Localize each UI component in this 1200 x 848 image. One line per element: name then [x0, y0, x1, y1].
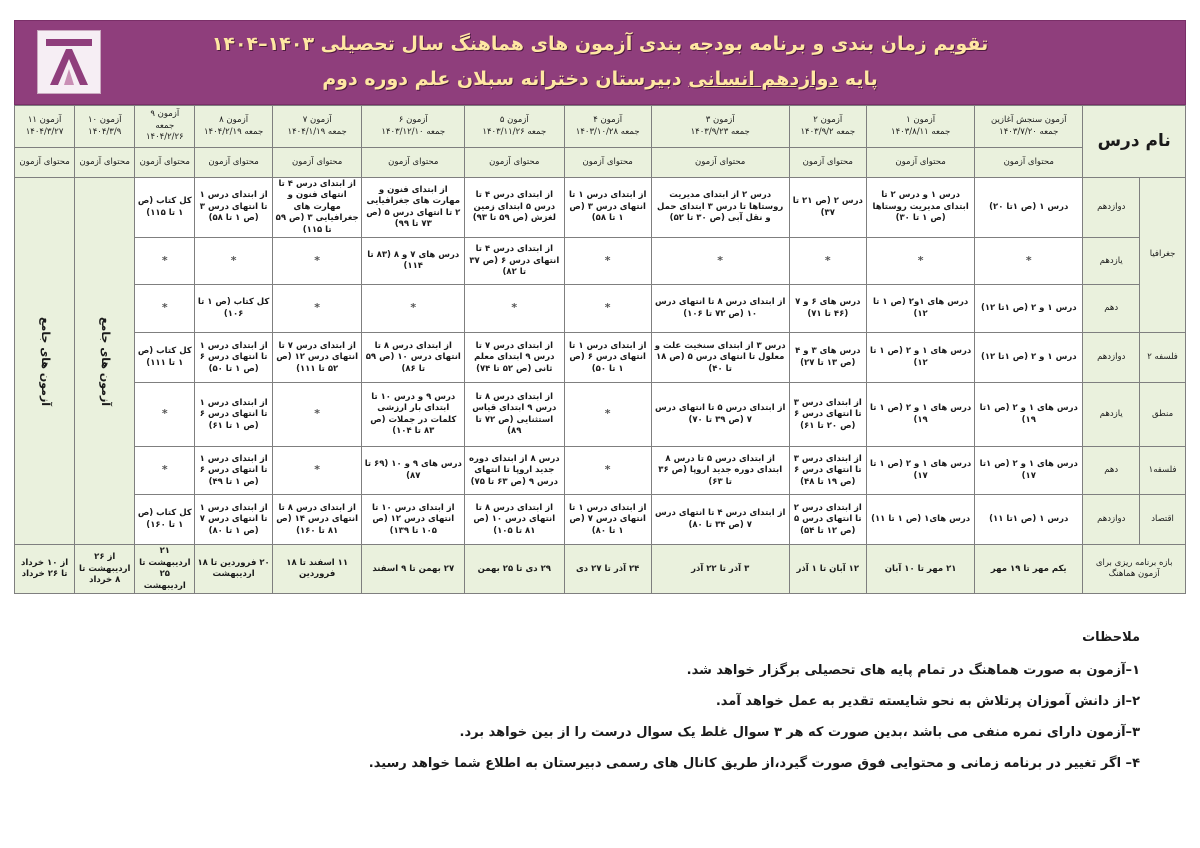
table-row — [15, 447, 1186, 495]
table-cell: از ابتدای درس ۷ تا درس ۹ ابتدای معلم ثانی (ص ۵۲ تا ۷۴) — [465, 333, 564, 383]
table-cell: از ابتدای درس ۲ تا انتهای درس ۵ (ص ۱۲ تا ۵۴) — [789, 495, 867, 545]
period-cell: از ۱۰ خرداد تا ۲۶ خرداد — [15, 545, 75, 594]
content-header: محتوای آزمون — [362, 148, 465, 178]
content-header: محتوای آزمون — [135, 148, 195, 178]
table-cell: درس ۱ (ص ۱تا ۱۱) — [975, 495, 1083, 545]
table-cell: از ابتدای فنون و مهارت های جغرافیایی ۲ تا انتهای درس ۵ (ص ۷۳ تا ۹۹) — [362, 178, 465, 238]
table-cell: * — [651, 238, 789, 285]
table-cell: * — [272, 238, 362, 285]
period-cell: از ۲۶ اردیبهشت تا ۸ خرداد — [75, 545, 135, 594]
table-cell: از ابتدای درس ۸ تا انتهای درس ۱۰ (ص ۸۱ تا ۱۰۵) — [465, 495, 564, 545]
note-item: ۴– اگر تغییر در برنامه زمانی و محتوایی فوق صورت گیرد،از طریق کانال های رسمی دبیرستان به اطلاع شما خواهد رسید. — [368, 756, 1140, 771]
table-cell: * — [272, 285, 362, 333]
grade-label: دهم — [1083, 447, 1140, 495]
grade-label: یازدهم — [1083, 383, 1140, 447]
exam-header: آزمون ۱ جمعه ۱۴۰۳/۸/۱۱ — [867, 106, 975, 148]
note-item: ۱–آزمون به صورت هماهنگ در تمام پایه های تحصیلی برگزار خواهد شد. — [686, 663, 1140, 678]
exam-header: آزمون ۵ جمعه ۱۴۰۳/۱۱/۲۶ — [465, 106, 564, 148]
notes-title: ملاحظات — [1082, 630, 1140, 645]
period-cell: ۲۹ دی تا ۲۵ بهمن — [465, 545, 564, 594]
table-cell: درس های ۹ و ۱۰ (۶۹ تا ۸۷) — [362, 447, 465, 495]
content-header-row — [15, 148, 1186, 178]
table-cell: * — [362, 285, 465, 333]
period-row — [15, 545, 1186, 594]
school-logo — [37, 30, 101, 94]
table-cell: از ابتدای درس ۸ تا انتهای درس ۱۰ (ص ۵۹ تا ۸۶) — [362, 333, 465, 383]
subject-philosophy1: فلسفه۱ — [1140, 447, 1186, 495]
table-cell: درس ۲ از ابتدای مدیریت روستاها تا درس ۳ ابتدای حمل و نقل آبی (ص ۳۰ تا ۵۲) — [651, 178, 789, 238]
exam-header: آزمون ۳ جمعه ۱۴۰۳/۹/۲۳ — [651, 106, 789, 148]
table-cell: درس ۹ و درس ۱۰ تا ابتدای بار ارزشی کلمات در جملات (ص ۸۳ تا ۱۰۴) — [362, 383, 465, 447]
table-cell: درس های ۱ و ۲ (ص ۱تا ۱۹) — [975, 383, 1083, 447]
table-cell: از ابتدای درس ۴ تا انتهای فنون و مهارت های جغرافیایی ۳ (ص ۵۹ تا ۱۱۵) — [272, 178, 362, 238]
table-cell: از ابتدای درس ۷ تا انتهای درس ۱۲ (ص ۵۲ تا ۱۱۱) — [272, 333, 362, 383]
table-cell: درس ۱ (ص ۱تا ۲۰) — [975, 178, 1083, 238]
grade-label: یازدهم — [1083, 238, 1140, 285]
note-item: ۲–از دانش آموزان پرتلاش به نحو شایسته تقدیر به عمل خواهد آمد. — [715, 694, 1140, 709]
table-cell: از ابتدای درس ۱ تا انتهای درس ۶ (ص ۱ تا ۶۱) — [195, 383, 273, 447]
content-header: محتوای آزمون — [75, 148, 135, 178]
table-cell: درس های ۱ و ۲ (ص ۱ تا ۱۲) — [867, 333, 975, 383]
grade-label: دوازدهم — [1083, 333, 1140, 383]
table-cell: * — [975, 238, 1083, 285]
table-cell: از ابتدای درس ۱ تا انتهای درس ۶ (ص ۱ تا ۵۰) — [564, 333, 651, 383]
table-cell: درس های ۶ و ۷ (۴۶ تا ۷۱) — [789, 285, 867, 333]
table-row — [15, 495, 1186, 545]
table-cell: از ابتدای درس ۵ تا انتهای درس ۷ (ص ۳۹ تا ۷۰) — [651, 383, 789, 447]
table-row — [15, 238, 1186, 285]
notes-section — [60, 630, 1140, 787]
table-cell: درس های۱ (ص ۱ تا ۱۱) — [867, 495, 975, 545]
header-title: تقویم زمان بندی و برنامه بودجه بندی آزمون های هماهنگ سال تحصیلی ۱۴۰۳–۱۴۰۴ — [211, 33, 989, 55]
table-cell: کل کتاب (ص ۱ تا ۱۰۶) — [195, 285, 273, 333]
exam-header: آزمون سنجش آغازین جمعه ۱۴۰۳/۷/۲۰ — [975, 106, 1083, 148]
exam-header: آزمون ۱۰ ۱۴۰۴/۳/۹ — [75, 106, 135, 148]
subject-logic: منطق — [1140, 383, 1186, 447]
table-cell: از ابتدای درس ۴ تا انتهای درس ۷ (ص ۳۴ تا ۸۰) — [651, 495, 789, 545]
header-banner — [14, 20, 1186, 105]
content-header: محتوای آزمون — [789, 148, 867, 178]
exam-header: آزمون ۷ جمعه ۱۴۰۴/۱/۱۹ — [272, 106, 362, 148]
table-cell: از ابتدای درس ۸ تا انتهای درس ۱۰ (ص ۷۲ تا ۱۰۶) — [651, 285, 789, 333]
table-cell: از ابتدای درس ۱ تا انتهای درس ۳ (ص ۱ تا ۵۸) — [195, 178, 273, 238]
table-cell: از ابتدای درس ۳ تا انتهای درس ۶ (ص ۲۰ تا ۶۱) — [789, 383, 867, 447]
exam-header-row — [15, 106, 1186, 148]
content-header: محتوای آزمون — [651, 148, 789, 178]
table-cell: درس ۱ و درس ۲ تا ابتدای مدیریت روستاها (ص ۱ تا ۳۰) — [867, 178, 975, 238]
table-cell: * — [789, 238, 867, 285]
table-cell: * — [867, 238, 975, 285]
table-cell: درس های ۷ و ۸ (۸۳ تا ۱۱۴) — [362, 238, 465, 285]
exam-header: آزمون ۱۱ ۱۴۰۴/۳/۲۷ — [15, 106, 75, 148]
table-cell: * — [272, 383, 362, 447]
content-header: محتوای آزمون — [564, 148, 651, 178]
content-header: محتوای آزمون — [975, 148, 1083, 178]
table-cell: از ابتدای درس ۳ تا انتهای درس ۶ (ص ۱۹ تا ۴۸) — [789, 447, 867, 495]
table-cell: درس ۱ و ۲ (ص ۱تا ۱۲) — [975, 285, 1083, 333]
table-cell: درس های ۱ و ۲ (ص ۱تا ۱۷) — [975, 447, 1083, 495]
table-cell: درس های ۳ و ۴ (ص ۱۳ تا ۲۷) — [789, 333, 867, 383]
table-cell: * — [272, 447, 362, 495]
exam-header: آزمون ۶ جمعه ۱۴۰۳/۱۲/۱۰ — [362, 106, 465, 148]
table-cell: درس ۲ (ص ۲۱ تا ۳۷) — [789, 178, 867, 238]
table-cell: کل کتاب (ص ۱ تا ۱۱۱) — [135, 333, 195, 383]
table-cell: از ابتدای درس ۱۰ تا انتهای درس ۱۲ (ص ۱۰۵ تا ۱۳۹) — [362, 495, 465, 545]
table-cell: درس ۱ و ۲ (ص ۱تا ۱۲) — [975, 333, 1083, 383]
table-cell: کل کتاب (ص ۱ تا ۱۶۰) — [135, 495, 195, 545]
header-subtitle: پایه دوازدهم انسانی دبیرستان دخترانه سبلان علم دوره دوم — [322, 68, 878, 90]
table-cell: از ابتدای درس ۱ تا انتهای درس ۷ (ص ۱ تا ۸۰) — [564, 495, 651, 545]
table-cell: * — [135, 383, 195, 447]
table-cell: * — [564, 447, 651, 495]
period-cell: ۲۱ اردیبهشت تا ۲۵ اردیبهشت — [135, 545, 195, 594]
table-cell: * — [564, 383, 651, 447]
subject-geography: جغرافیا — [1140, 178, 1186, 333]
table-cell: درس های ۱ و ۲ (ص ۱ تا ۱۹) — [867, 383, 975, 447]
table-cell: * — [564, 285, 651, 333]
grade-label: دوازدهم — [1083, 495, 1140, 545]
subject-philosophy2: فلسفه ۲ — [1140, 333, 1186, 383]
table-row — [15, 178, 1186, 238]
table-cell: درس ۸ از ابتدای دوره جدید اروپا تا انتهای درس ۹ (ص ۶۳ تا ۷۵) — [465, 447, 564, 495]
table-row — [15, 383, 1186, 447]
table-cell: از ابتدای درس ۸ تا درس ۹ ابتدای قیاس استثنایی (ص ۷۲ تا ۸۹) — [465, 383, 564, 447]
table-cell: درس های ۱و۲ (ص ۱ تا ۱۲) — [867, 285, 975, 333]
table-cell: از ابتدای درس ۴ تا درس ۵ ابتدای زمین لغزش (ص ۵۹ تا ۹۳) — [465, 178, 564, 238]
table-cell: از ابتدای درس ۱ تا انتهای درس ۳ (ص ۱ تا ۵۸) — [564, 178, 651, 238]
period-cell: ۳ آذر تا ۲۲ آذر — [651, 545, 789, 594]
period-cell: یکم مهر تا ۱۹ مهر — [975, 545, 1083, 594]
grade-label: دوازدهم — [1083, 178, 1140, 238]
table-row — [15, 333, 1186, 383]
period-cell: ۲۱ مهر تا ۱۰ آبان — [867, 545, 975, 594]
table-cell: از ابتدای درس ۱ تا انتهای درس ۶ (ص ۱ تا ۵۰) — [195, 333, 273, 383]
period-cell: ۱۲ آبان تا ۱ آذر — [789, 545, 867, 594]
exam-header: آزمون ۴ جمعه ۱۴۰۳/۱۰/۲۸ — [564, 106, 651, 148]
table-cell: درس های ۱ و ۲ (ص ۱ تا ۱۷) — [867, 447, 975, 495]
content-header: محتوای آزمون — [15, 148, 75, 178]
exam-header: آزمون ۲ جمعه ۱۴۰۳/۹/۲ — [789, 106, 867, 148]
comprehensive-exam-label: آزمون های جامع — [15, 178, 75, 545]
period-cell: ۱۱ اسفند تا ۱۸ فروردین — [272, 545, 362, 594]
period-cell: ۲۴ آذر تا ۲۷ دی — [564, 545, 651, 594]
subject-economy: اقتصاد — [1140, 495, 1186, 545]
table-cell: از ابتدای درس ۵ تا درس ۸ ابتدای دوره جدید اروپا (ص ۳۶ تا ۶۳) — [651, 447, 789, 495]
exam-header: آزمون ۸ جمعه ۱۴۰۴/۲/۱۹ — [195, 106, 273, 148]
table-cell: * — [135, 447, 195, 495]
table-cell: * — [135, 238, 195, 285]
content-header: محتوای آزمون — [272, 148, 362, 178]
table-cell: از ابتدای درس ۱ تا انتهای درس ۷ (ص ۱ تا ۸۰) — [195, 495, 273, 545]
note-item: ۳–آزمون دارای نمره منفی می باشد ،بدین صورت که هر ۳ سوال غلط یک سوال درست را از بین خواهد برد. — [459, 725, 1140, 740]
content-header: محتوای آزمون — [195, 148, 273, 178]
table-cell: * — [564, 238, 651, 285]
exam-header: آزمون ۹ جمعه ۱۴۰۴/۲/۲۶ — [135, 106, 195, 148]
table-row — [15, 285, 1186, 333]
content-header: محتوای آزمون — [867, 148, 975, 178]
comprehensive-exam-label: آزمون های جامع — [75, 178, 135, 545]
grade-label: دهم — [1083, 285, 1140, 333]
table-cell: * — [465, 285, 564, 333]
table-cell: کل کتاب (ص ۱ تا ۱۱۵) — [135, 178, 195, 238]
table-cell: * — [135, 285, 195, 333]
table-cell: از ابتدای درس ۸ تا انتهای درس ۱۴ (ص ۸۱ تا ۱۶۰) — [272, 495, 362, 545]
content-header: محتوای آزمون — [465, 148, 564, 178]
table-cell: از ابتدای درس ۴ تا انتهای درس ۶ (ص ۳۷ تا ۸۲) — [465, 238, 564, 285]
period-cell: ۲۰ فروردین تا ۱۸ اردیبهشت — [195, 545, 273, 594]
course-name-header: نام درس — [1083, 106, 1186, 178]
table-cell: * — [195, 238, 273, 285]
table-cell: درس ۳ از ابتدای سنخیت علت و معلول تا انتهای درس ۵ (ص ۱۸ تا ۴۰) — [651, 333, 789, 383]
period-label: بازه برنامه ریزی برای آزمون هماهنگ — [1083, 545, 1186, 594]
schedule-table — [14, 105, 1186, 594]
table-cell: از ابتدای درس ۱ تا انتهای درس ۶ (ص ۱ تا ۴۹) — [195, 447, 273, 495]
period-cell: ۲۷ بهمن تا ۹ اسفند — [362, 545, 465, 594]
